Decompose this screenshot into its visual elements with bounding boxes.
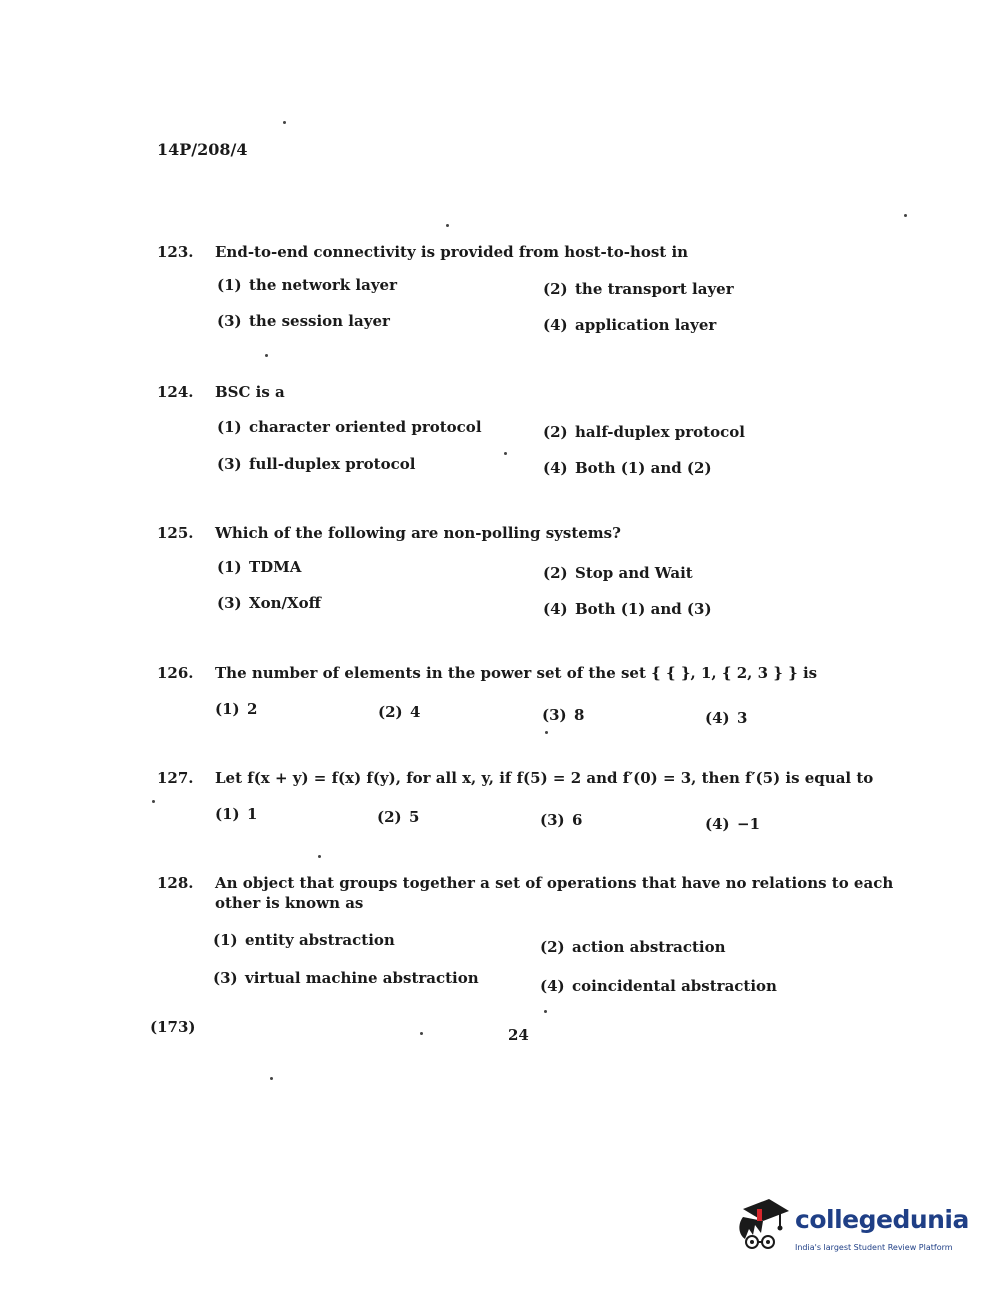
logo-tagline: India's largest Student Review Platform: [795, 1243, 953, 1252]
question-text: The number of elements in the power set of the set { { }, 1, { 2, 3 } } is: [215, 664, 818, 682]
option-3: (3) 6: [540, 811, 583, 829]
question-text: BSC is a: [215, 383, 285, 401]
option-1: (1) entity abstraction: [213, 931, 395, 949]
option-3: (3) the session layer: [217, 312, 390, 330]
option-4: (4) application layer: [543, 316, 717, 334]
question-number: 128.: [157, 874, 194, 892]
option-3: (3) Xon/Xoff: [217, 594, 321, 612]
scan-speck: [270, 1077, 273, 1080]
option-1: (1) 2: [215, 700, 258, 718]
document-code: 14P/208/4: [157, 140, 248, 159]
page-number: 24: [508, 1026, 529, 1044]
option-3: (3) virtual machine abstraction: [213, 969, 479, 987]
scan-speck: [545, 731, 548, 734]
option-2: (2) 4: [378, 703, 421, 721]
question-124: [157, 382, 897, 482]
option-4: (4) −1: [705, 815, 761, 833]
question-text: End-to-end connectivity is provided from host-to-host in: [215, 243, 689, 261]
scan-speck: [265, 354, 268, 357]
scan-speck: [283, 121, 286, 124]
option-1: (1) TDMA: [217, 558, 302, 576]
booklet-code: (173): [150, 1018, 196, 1036]
scan-speck: [504, 452, 507, 455]
option-4: (4) Both (1) and (2): [543, 459, 712, 477]
scan-speck: [152, 800, 155, 803]
question-text: An object that groups together a set of operations that have no relations to each other is known as: [215, 874, 894, 912]
option-2: (2) the transport layer: [543, 280, 734, 298]
option-1: (1) the network layer: [217, 276, 397, 294]
option-2: (2) 5: [377, 808, 420, 826]
scan-speck: [544, 1010, 547, 1013]
question-125: [157, 523, 897, 623]
scan-speck: [318, 855, 321, 858]
question-text: Which of the following are non-polling systems?: [215, 524, 621, 542]
scan-speck: [904, 214, 907, 217]
question-128: [157, 873, 897, 993]
option-2: (2) action abstraction: [540, 938, 726, 956]
question-number: 126.: [157, 664, 194, 682]
option-4: (4) coincidental abstraction: [540, 977, 777, 995]
logo-name: collegedunia: [795, 1205, 969, 1234]
option-1: (1) 1: [215, 805, 258, 823]
question-123: [157, 242, 897, 342]
question-text: Let f(x + y) = f(x) f(y), for all x, y, if f(5) = 2 and f′(0) = 3, then f′(5) is equal to: [215, 769, 874, 787]
scan-speck: [446, 224, 449, 227]
option-3: (3) 8: [542, 706, 585, 724]
option-2: (2) Stop and Wait: [543, 564, 693, 582]
option-2: (2) half-duplex protocol: [543, 423, 745, 441]
question-127: [157, 768, 897, 838]
option-4: (4) Both (1) and (3): [543, 600, 712, 618]
question-number: 125.: [157, 524, 194, 542]
question-number: 127.: [157, 769, 194, 787]
option-1: (1) character oriented protocol: [217, 418, 482, 436]
scan-speck: [420, 1032, 423, 1035]
collegedunia-logo: [735, 1195, 969, 1265]
question-number: 123.: [157, 243, 194, 261]
question-126: [157, 663, 897, 733]
mascot-icon: [735, 1195, 791, 1255]
option-4: (4) 3: [705, 709, 748, 727]
question-number: 124.: [157, 383, 194, 401]
option-3: (3) full-duplex protocol: [217, 455, 416, 473]
